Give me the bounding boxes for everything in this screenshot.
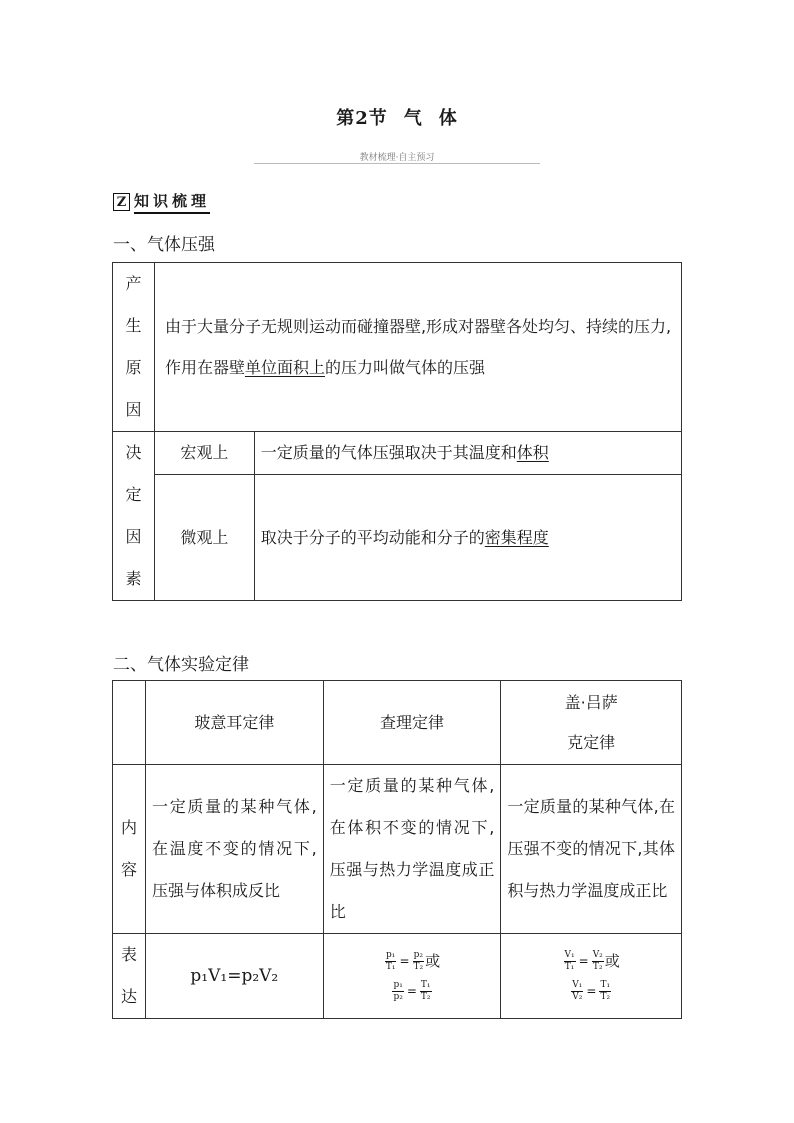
page-title xyxy=(0,104,794,130)
section2-heading: 二、气体实验定律 xyxy=(113,655,249,675)
micro-text: 取决于分子的平均动能和分子的密集程度 xyxy=(254,475,681,601)
expression-charles: $\frac{\text{p₁}}{\text{T₁}}$ = $\frac{\text{p₂}}{\text{T₂}}$ 或 $\frac{\text{p₁}}{\text{p₂}}$ = $\frac{\text{T₁}}{\text{T₂}}$ xyxy=(323,934,501,1019)
title-word1: 气 xyxy=(403,108,423,129)
expression-gay-lussac: $\frac{\text{V₁}}{\text{T₁}}$ = $\frac{\text{V₂}}{\text{T₂}}$ 或 $\frac{\text{V₁}}{\text{V₂}}$ = $\frac{\text{T₁}}{\text{T₂}}$ xyxy=(501,934,682,1019)
macro-text: 一定质量的气体压强取决于其温度和体积 xyxy=(254,432,681,475)
section1-heading: 一、气体压强 xyxy=(113,235,215,255)
content-boyle: 一定质量的某种气体,在温度不变的情况下,压强与体积成反比 xyxy=(145,765,323,934)
content-charles: 一定质量的某种气体,在体积不变的情况下,压强与热力学温度成正比 xyxy=(323,765,501,934)
content-gay-lussac: 一定质量的某种气体,在压强不变的情况下,其体积与热力学温度成正比 xyxy=(501,765,682,934)
gas-laws-table xyxy=(112,680,682,1019)
title-section: 第2节 xyxy=(336,108,388,129)
content-label: 内 容 xyxy=(113,765,146,934)
factor-label: 决 定 因 素 xyxy=(113,432,155,601)
cause-text: 由于大量分子无规则运动而碰撞器壁,形成对器壁各处均匀、持续的压力,作用在器壁单位面积上的压力叫做气体的压强 xyxy=(154,263,681,432)
micro-label: 微观上 xyxy=(154,475,254,601)
header-empty-cell xyxy=(113,681,146,765)
z-icon: Z xyxy=(113,193,130,211)
expression-boyle: p₁V₁=p₂V₂ xyxy=(145,934,323,1019)
knowledge-heading xyxy=(113,190,210,214)
subtitle-divider xyxy=(254,163,540,164)
header-boyle: 玻意耳定律 xyxy=(145,681,323,765)
macro-label: 宏观上 xyxy=(154,432,254,475)
header-charles: 查理定律 xyxy=(323,681,501,765)
cause-label: 产 生 原 因 xyxy=(113,263,155,432)
title-word2: 体 xyxy=(438,108,458,129)
expression-label: 表 达 xyxy=(113,934,146,1019)
subtitle: 教材梳理·自主预习 xyxy=(359,153,435,163)
pressure-table xyxy=(112,262,682,601)
knowledge-label: 知识梳理 xyxy=(134,190,210,214)
header-gay-lussac: 盖·吕萨 克定律 xyxy=(501,681,682,765)
